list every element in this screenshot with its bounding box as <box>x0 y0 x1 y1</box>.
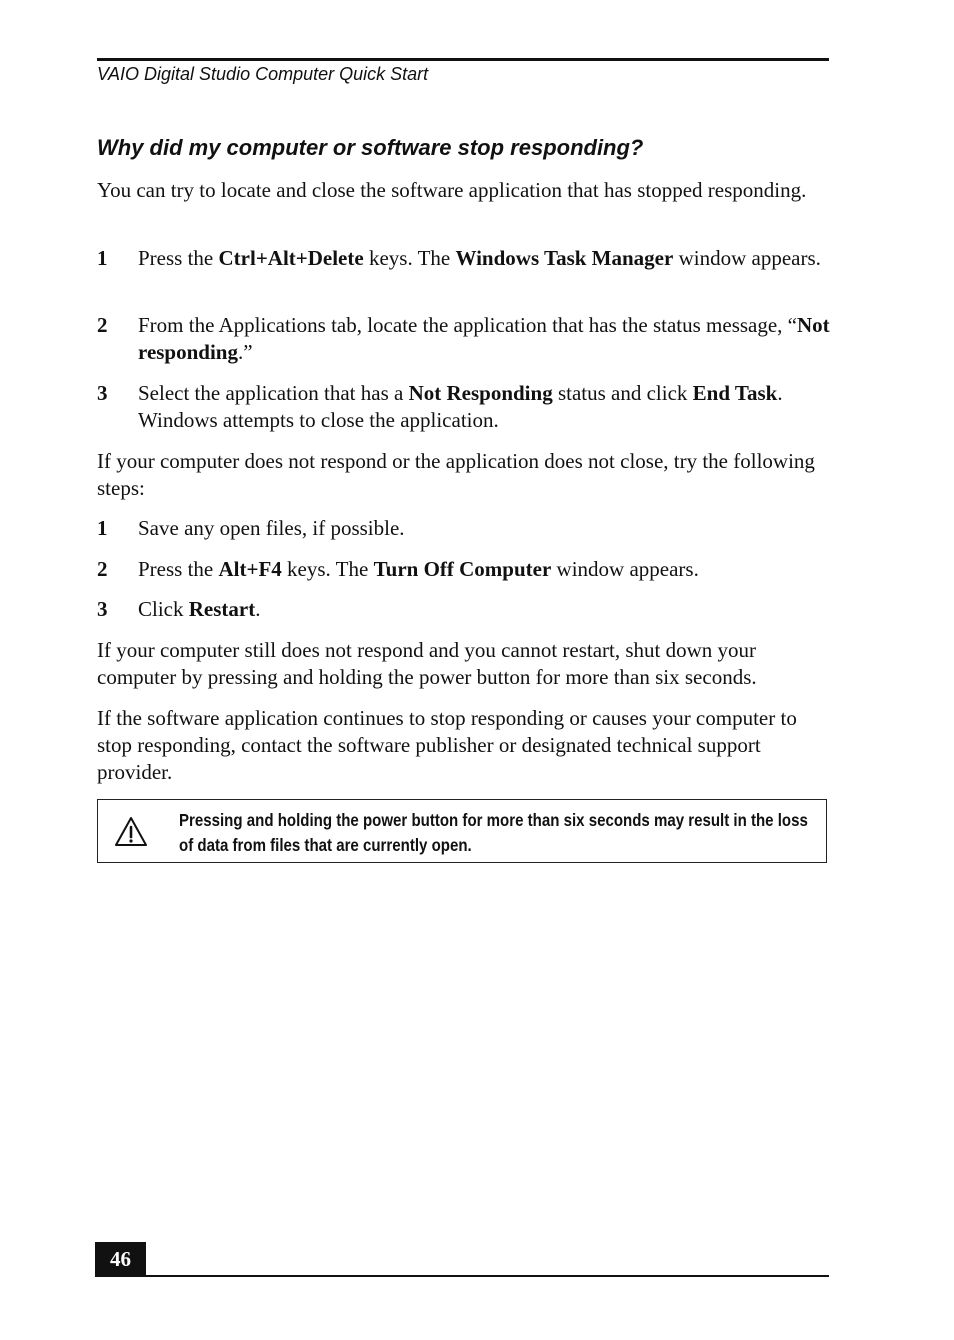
intro-paragraph: You can try to locate and close the software application that has stopped responding. <box>97 178 807 202</box>
step-text: Click Restart. <box>138 597 261 621</box>
step-number: 2 <box>97 557 108 581</box>
button-name: End Task <box>692 381 778 405</box>
button-name: Restart <box>188 597 256 621</box>
step-number: 3 <box>97 597 108 621</box>
step-item <box>97 245 832 272</box>
status-message: Not responding <box>138 313 830 364</box>
step-item <box>97 312 832 366</box>
warning-notice <box>97 799 827 863</box>
section-heading: Why did my computer or software stop responding? <box>97 135 644 160</box>
step-number: 3 <box>97 381 108 405</box>
step-number: 1 <box>97 516 108 540</box>
footer-rule <box>95 1275 829 1277</box>
step-item <box>97 515 832 542</box>
step-text: Press the Alt+F4 keys. The Turn Off Computer window appears. <box>138 557 699 581</box>
step-number: 2 <box>97 313 108 337</box>
running-head: VAIO Digital Studio Computer Quick Start <box>97 64 429 84</box>
window-name: Windows Task Manager <box>455 246 674 270</box>
paragraph: If your computer still does not respond and you cannot restart, shut down your computer by pressing and holding the power button for more than six seconds. <box>97 638 757 689</box>
paragraph: If the software application continues to stop responding or causes your computer to stop responding, contact the software publisher or designated technical support provider. <box>97 706 797 784</box>
step-item <box>97 556 832 583</box>
paragraph: If your computer does not respond or the application does not close, try the following steps: <box>97 449 815 500</box>
step-text: From the Applications tab, locate the application that has the status message, “Not responding.” <box>138 313 830 364</box>
warning-triangle-icon <box>114 816 148 848</box>
step-text: Press the Ctrl+Alt+Delete keys. The Windows Task Manager window appears. <box>138 246 821 270</box>
key-combo: Ctrl+Alt+Delete <box>218 246 364 270</box>
page-number: 46 <box>95 1242 146 1277</box>
step-number: 1 <box>97 246 108 270</box>
window-name: Turn Off Computer <box>373 557 552 581</box>
step-item <box>97 380 832 434</box>
key-combo: Alt+F4 <box>218 557 282 581</box>
warning-text: Pressing and holding the power button for more than six seconds may result in the loss of data from files that are currently open. <box>179 810 808 855</box>
status-name: Not Responding <box>408 381 553 405</box>
step-text: Save any open files, if possible. <box>138 516 405 540</box>
header-rule <box>97 58 829 61</box>
step-text: Select the application that has a Not Responding status and click End Task. Windows attempts to close the application. <box>138 381 783 432</box>
step-item <box>97 596 832 623</box>
